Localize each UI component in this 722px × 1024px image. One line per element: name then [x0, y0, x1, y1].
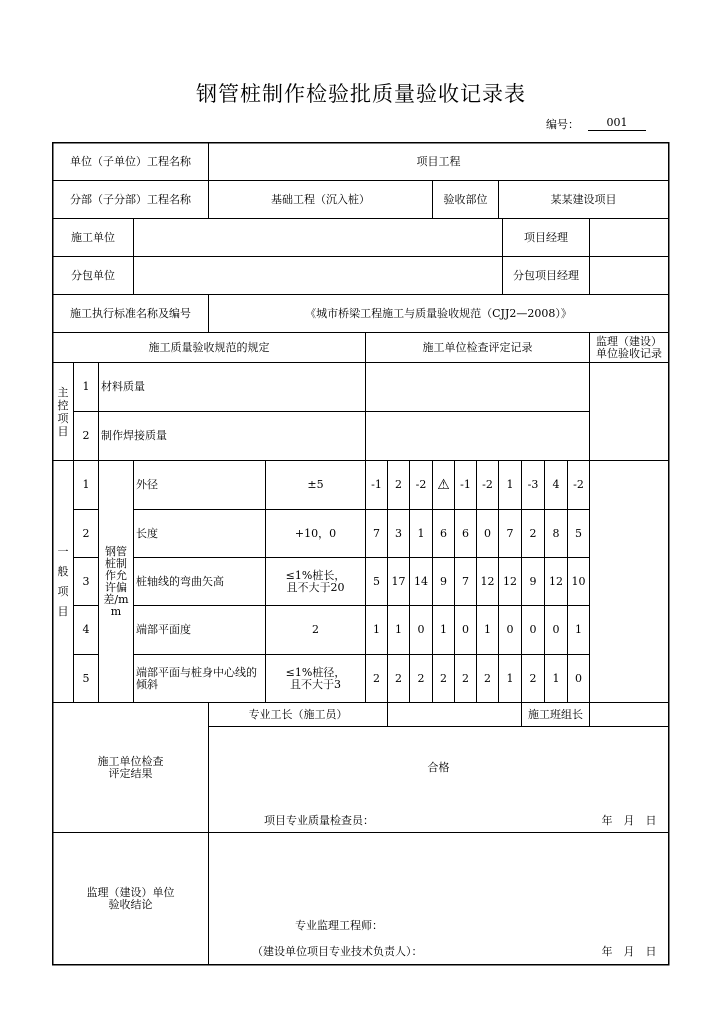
main-item-no: 2 [82, 429, 90, 442]
supervision-date: 年 月 日 [601, 945, 657, 958]
standard-label: 施工执行标准名称及编号 [70, 306, 191, 320]
measured-value: 0 [484, 526, 491, 540]
measured-value: 2 [373, 671, 380, 685]
general-item-allowance-line: ≤1%桩径， [285, 665, 346, 679]
page-title: 钢管桩制作检验批质量验收记录表 [196, 82, 526, 106]
measured-value: 1 [506, 478, 514, 491]
measured-value: 1 [373, 623, 380, 636]
eval-label-line1: 施工单位检查 [97, 754, 164, 768]
measured-value: 0 [506, 623, 514, 636]
measured-value: 7 [373, 526, 380, 540]
location-value: 某某建设项目 [550, 192, 617, 206]
measured-value: 12 [480, 574, 495, 588]
contractor-label: 施工单位 [71, 230, 115, 244]
measured-value: 0 [552, 623, 560, 636]
general-item-allowance-line: 且不大于3 [290, 677, 341, 691]
measured-value: -3 [527, 478, 539, 491]
general-group-label: 钢管桩制作允许偏差/mm [103, 544, 129, 618]
record-header: 施工单位检查评定记录 [422, 340, 533, 354]
measured-value: 2 [395, 478, 402, 491]
inspector-label: 项目专业质量检查员： [264, 814, 374, 827]
measured-value: 1 [417, 526, 425, 540]
measured-value: 2 [529, 671, 537, 685]
measured-value: -2 [415, 478, 427, 491]
measured-value: 1 [440, 623, 447, 636]
team-leader-label: 施工班组长 [528, 707, 583, 721]
measured-value: 1 [395, 623, 402, 636]
general-item-no: 3 [82, 574, 90, 588]
general-item-allowance [266, 558, 365, 605]
general-item-allowance-line: ≤1%桩长， [285, 568, 346, 582]
measured-value: -1 [460, 478, 471, 491]
sub-project-label: 分部（子分部）工程名称 [70, 192, 191, 206]
supervision-label-line2: 验收结论 [108, 897, 153, 911]
measured-value: 5 [575, 526, 582, 540]
measured-value: 1 [506, 671, 514, 685]
engineer-label: 专业监理工程师： [295, 919, 383, 932]
owner-label: （建设单位项目专业技术负责人）： [252, 945, 423, 958]
measured-value: 7 [462, 574, 469, 588]
general-item-no: 4 [82, 623, 90, 636]
general-item-no: 1 [82, 478, 90, 491]
general-item-name: 端部平面度 [136, 623, 191, 636]
general-item-allowance: 2 [312, 623, 319, 636]
number-value: 001 [588, 116, 646, 131]
supervision-label-line1: 监理（建设）单位 [86, 885, 175, 899]
general-item-name: 外径 [136, 478, 158, 491]
measured-value: 1 [484, 623, 491, 636]
foreman-label: 专业工长（施工员） [248, 707, 348, 721]
supervision-label [53, 833, 208, 964]
general-item-name [134, 655, 265, 702]
measured-value: 6 [440, 526, 447, 540]
general-item-allowance: +10，0 [294, 526, 337, 540]
measured-value: 1 [575, 623, 582, 636]
general-item-name-line: 端部平面与桩身中心线的 [136, 665, 257, 679]
measured-value: 2 [462, 671, 469, 685]
general-item-name-line: 倾斜 [136, 677, 158, 691]
eval-date: 年 月 日 [601, 814, 657, 827]
subcontractor-label: 分包单位 [71, 268, 115, 282]
measured-value: 12 [503, 574, 517, 588]
sub-manager-label: 分包项目经理 [513, 268, 579, 282]
measured-value: 5 [373, 574, 380, 588]
general-item-allowance-line: 且不大于20 [286, 580, 345, 594]
project-manager-label: 项目经理 [524, 230, 568, 244]
measured-value: -1 [371, 478, 382, 491]
measured-value: 0 [529, 623, 537, 636]
measured-value: 9 [440, 574, 447, 588]
project-name-value: 项目工程 [416, 154, 461, 168]
measured-value: 2 [440, 671, 447, 685]
warning-icon: ⚠ [437, 477, 450, 493]
general-item-no: 2 [82, 526, 90, 540]
project-name-label: 单位（子单位）工程名称 [70, 154, 191, 168]
main-item-name: 材料质量 [101, 380, 145, 393]
measured-value: 14 [414, 574, 428, 588]
measured-value: 2 [417, 671, 425, 685]
measured-value: 1 [552, 671, 560, 685]
measured-value: 3 [395, 526, 402, 540]
measured-value: 0 [575, 671, 582, 685]
general-item-name: 桩轴线的弯曲矢高 [136, 574, 224, 588]
supervisor-header-line2: 单位验收记录 [596, 346, 662, 360]
measured-value: 10 [571, 574, 586, 588]
measured-value: 12 [549, 574, 563, 588]
supervisor-header-line1: 监理（建设） [596, 334, 662, 348]
main-item-name: 制作焊接质量 [101, 429, 167, 442]
supervisor-header [590, 333, 668, 362]
measured-value: 6 [462, 526, 469, 540]
measured-value: 2 [529, 526, 537, 540]
measured-value: 2 [395, 671, 402, 685]
general-item-no: 5 [82, 671, 90, 685]
general-item-name: 长度 [136, 526, 158, 540]
measured-value: 9 [529, 574, 537, 588]
general-label: 一般项目 [57, 544, 69, 618]
main-control-label: 主控项目 [57, 385, 69, 438]
eval-label [53, 703, 208, 832]
spec-header: 施工质量验收规范的规定 [148, 340, 270, 354]
measured-value: 0 [462, 623, 469, 636]
sub-project-value: 基础工程（沉入桩） [271, 192, 370, 206]
measured-value: 8 [552, 526, 560, 540]
measured-value: -2 [573, 478, 584, 491]
number-label: 编号： [546, 118, 579, 131]
eval-result: 合格 [427, 761, 450, 774]
measured-value: 17 [391, 574, 406, 588]
eval-label-line2: 评定结果 [108, 766, 153, 780]
standard-value: 《城市桥梁工程施工与质量验收规范（CJJ2—2008）》 [305, 306, 572, 320]
measured-value: 2 [484, 671, 491, 685]
measured-value: -2 [482, 478, 493, 491]
location-label: 验收部位 [443, 192, 488, 206]
measured-value: 0 [417, 623, 425, 636]
measured-value: 7 [506, 526, 514, 540]
general-item-allowance: ±5 [307, 478, 324, 491]
main-item-no: 1 [82, 380, 90, 393]
measured-value: 4 [552, 478, 560, 491]
general-item-allowance [266, 655, 365, 702]
